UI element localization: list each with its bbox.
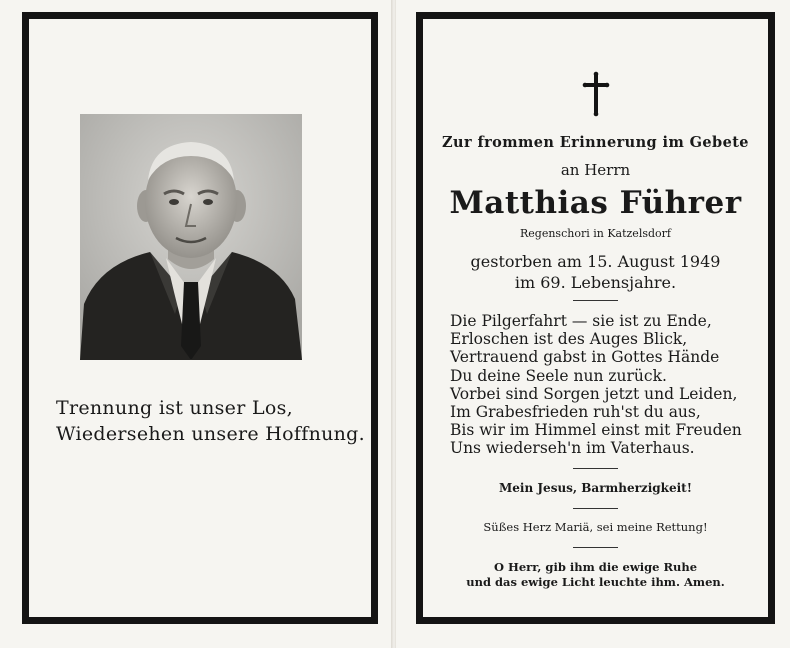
divider: [573, 468, 618, 469]
motto-line: Trennung ist unser Los,: [56, 397, 293, 419]
deceased-occupation: Regenschori in Katzelsdorf: [520, 227, 671, 240]
poem-line: Erloschen ist des Auges Blick,: [450, 330, 688, 349]
portrait-photo: [80, 114, 302, 360]
poem-line: Vertrauend gabst in Gottes Hände: [450, 348, 720, 367]
age-at-death: im 69. Lebensjahre.: [514, 273, 677, 292]
divider: [573, 547, 618, 548]
motto-line: Wiedersehen unsere Hoffnung.: [56, 423, 365, 445]
poem-line: Die Pilgerfahrt — sie ist zu Ende,: [450, 312, 712, 330]
prayer-eternal-rest: [423, 560, 768, 590]
left-page: [0, 0, 392, 648]
salutation: an Herrn: [560, 161, 631, 179]
death-date: gestorben am 15. August 1949: [470, 252, 721, 271]
prayer-jesus: Mein Jesus, Barmherzigkeit!: [499, 481, 692, 495]
poem-line: Im Grabesfrieden ruh'st du aus,: [450, 403, 701, 422]
right-page-content: [423, 19, 768, 617]
right-page: [396, 0, 790, 648]
memorial-heading: Zur frommen Erinnerung im Gebete: [442, 134, 749, 151]
prayer-line: und das ewige Licht leuchte ihm. Amen.: [466, 575, 725, 589]
poem-line: Vorbei sind Sorgen jetzt und Leiden,: [450, 384, 738, 403]
deceased-name: Matthias Führer: [449, 185, 742, 221]
prayer-mary: Süßes Herz Mariä, sei meine Rettung!: [483, 520, 708, 534]
divider: [573, 508, 618, 509]
poem-line: Uns wiederseh'n im Vaterhaus.: [450, 439, 695, 458]
poem: [450, 312, 750, 458]
poem-line: Du deine Seele nun zurück.: [450, 366, 667, 385]
poem-line: Bis wir im Himmel einst mit Freuden: [450, 421, 742, 440]
prayer-line: O Herr, gib ihm die ewige Ruhe: [493, 560, 698, 574]
divider: [573, 300, 618, 301]
latin-cross-icon: [582, 71, 610, 117]
motto: [56, 395, 366, 447]
